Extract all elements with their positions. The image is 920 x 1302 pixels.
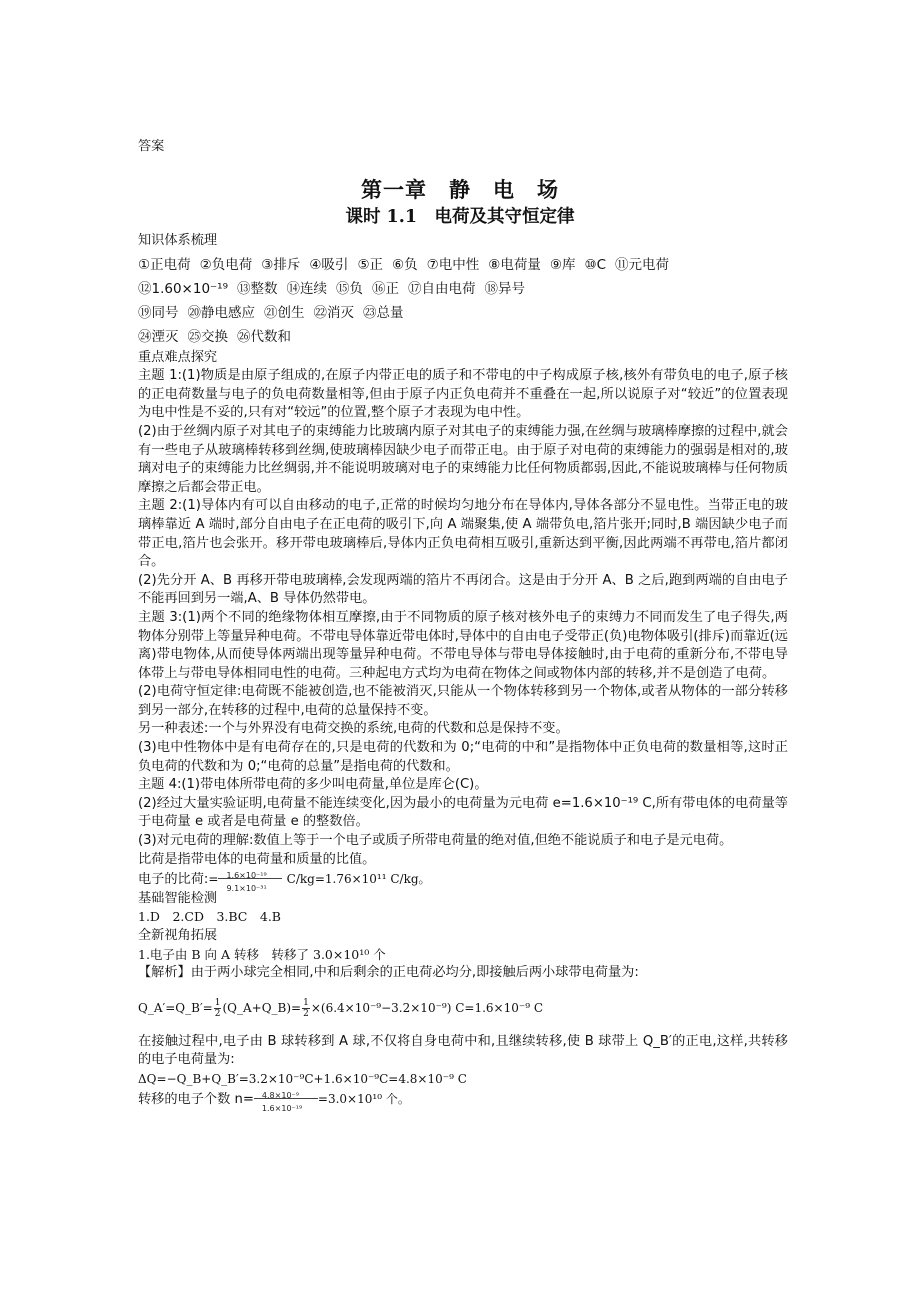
knowledge-row — [138, 277, 788, 301]
knowledge-item: ⑲同号 — [138, 304, 179, 321]
half-fraction: $\frac{1}{2}$ — [214, 997, 221, 1019]
knowledge-item: ⑪元电荷 — [615, 256, 670, 273]
specific-charge-line: 电子的比荷:= 1.6×10⁻¹⁹ 9.1×10⁻³¹ C/kg=1.76×10¹¹ C/kg。 — [138, 871, 431, 894]
basic-answers: 1.D 2.CD 3.BC 4.B — [138, 909, 281, 925]
knowledge-item: ⑩C — [584, 256, 607, 273]
basic-heading: 基础智能检测 — [138, 890, 218, 906]
knowledge-item: ㉒消灭 — [313, 304, 354, 321]
extension-heading: 全新视角拓展 — [138, 928, 218, 943]
knowledge-item: ⑬整数 — [237, 280, 278, 297]
electron-count-line: 转移的电子个数 n= 4.8×10⁻⁹ 1.6×10⁻¹⁹ =3.0×10¹⁰ 个。 — [138, 1090, 410, 1113]
knowledge-row — [138, 253, 788, 277]
answer-header: 答案 — [138, 139, 165, 154]
specific-charge-fraction: 1.6×10⁻¹⁹ 9.1×10⁻³¹ — [218, 869, 282, 889]
extension-paragraph-2: 在接触过程中,电子由 B 球转移到 A 球,不仅将自身电荷中和,且继续转移,使 B 球带上 Q_B′的正电,这样,共转移的电子电荷量为: — [138, 1033, 788, 1068]
formula-1: Q_A′=Q_B′= $\frac{1}{2}$ (Q_A+Q_B)= $\frac{1}{2}$ ×(6.4×10⁻⁹−3.2×10⁻⁹) C=1.6×10⁻⁹ C — [138, 997, 544, 1019]
knowledge-row — [138, 325, 788, 349]
knowledge-item: ⑧电荷量 — [488, 256, 541, 273]
knowledge-item: ⑦电中性 — [426, 256, 480, 273]
key-paragraph: (2)经过大量实验证明,电荷量不能连续变化,因为最小的电荷量为元电荷 e=1.6×10⁻¹⁹ C,所有带电体的电荷量等于电荷量 e 或者是电荷量 e 的整数倍。 — [138, 795, 788, 830]
extension-analysis: 【解析】由于两小球完全相同,中和后剩余的正电荷必均分,即接触后两小球带电荷量为: — [138, 965, 639, 981]
key-paragraph: (2)由于丝绸内原子对其电子的束缚能力比玻璃内原子对其电子的束缚能力强,在丝绸与玻璃棒摩擦的过程中,就会有一些电子从玻璃棒转移到丝绸,使玻璃棒因缺少电子而带正电。由于原子对电荷的束缚能力的强弱是相对的,玻璃对电子的束缚能力比丝绸弱,并不能说明玻璃对电子的束缚能力比任何物质都弱,因此,不能说玻璃棒与任何物质摩擦之后都会带正电。 — [138, 423, 788, 495]
key-paragraph: (3)对元电荷的理解:数值上等于一个电子或质子所带电荷量的绝对值,但绝不能说质子和电子是元电荷。 — [138, 833, 733, 849]
knowledge-item: ⑭连续 — [286, 280, 327, 297]
key-paragraph: 另一种表述:一个与外界没有电荷交换的系统,电荷的代数和总是保持不变。 — [138, 721, 569, 737]
knowledge-item: ③排斥 — [261, 256, 301, 273]
key-paragraph: 比荷是指带电体的电荷量和质量的比值。 — [138, 851, 376, 867]
key-paragraph: (2)先分开 A、B 再移开带电玻璃棒,会发现两端的箔片不再闭合。这是由于分开 A、B 之后,跑到两端的自由电子不能再回到另一端,A、B 导体仍然带电。 — [138, 572, 788, 607]
knowledge-item: ⑥负 — [392, 256, 418, 273]
chapter-title: 第一章 静 电 场 — [361, 177, 559, 202]
specific-charge-result: C/kg=1.76×10¹¹ C/kg。 — [286, 872, 431, 887]
formula-2: ΔQ=−Q_B+Q_B′=3.2×10⁻⁹C+1.6×10⁻⁹C=4.8×10⁻⁹ C — [138, 1071, 467, 1086]
knowledge-row — [138, 301, 788, 325]
knowledge-item: ④吸引 — [309, 256, 349, 273]
key-paragraph: (3)电中性物体中是有电荷存在的,只是电荷的代数和为 0;“电荷的中和”是指物体中正负电荷的数量相等,这时正负电荷的代数和为 0;“电荷的总量”是指电荷的代数和。 — [138, 740, 788, 774]
key-paragraph: (2)电荷守恒定律:电荷既不能被创造,也不能被消灭,只能从一个物体转移到另一个物体,或者从物体的一部分转移到另一部分,在转移的过程中,电荷的总量保持不变。 — [138, 684, 788, 718]
knowledge-item: ㉕交换 — [187, 328, 228, 345]
key-paragraphs — [138, 367, 788, 869]
knowledge-item: ⑨库 — [549, 256, 576, 273]
knowledge-item: ⑫1.60×10⁻¹⁹ — [138, 280, 228, 297]
half-fraction-2: $\frac{1}{2}$ — [303, 997, 309, 1019]
knowledge-item: ㉓总量 — [363, 304, 404, 321]
knowledge-item: ⑱异号 — [484, 280, 525, 297]
key-paragraph: 主题 2:(1)导体内有可以自由移动的电子,正常的时候均匀地分布在导体内,导体各部分不显电性。当带正电的玻璃棒靠近 A 端时,部分自由电子在正电荷的吸引下,向 A 端聚集,使 A 端带负电,箔片张开;同时,B 端因缺少电子而带正电,箔片也会张开。移开带电玻璃棒后,导体内正负电荷相互吸引,重新达到平衡,因此两端不再带电,箔片都闭合。 — [138, 498, 788, 570]
key-paragraph: 主题 1:(1)物质是由原子组成的,在原子内带正电的质子和不带电的中子构成原子核,核外有带负电的电子,原子核的正电荷数量与电子的负电荷数量相等,但由于原子内正负电荷并不重叠在一起,所以说原子对“较近”的位置表现为电中性是不妥的,只有对“较远”的位置,整个原子才表现为电中性。 — [138, 368, 788, 421]
knowledge-item: ①正电荷 — [138, 256, 191, 273]
knowledge-item: ⑯正 — [372, 280, 399, 297]
answer-content — [138, 232, 788, 1113]
knowledge-item: ⑰自由电荷 — [408, 280, 476, 297]
knowledge-item: ㉖代数和 — [237, 328, 291, 345]
knowledge-item: ⑮负 — [336, 280, 363, 297]
lesson-title: 课时 1.1 电荷及其守恒定律 — [345, 207, 575, 227]
knowledge-item: ⑳静电感应 — [187, 304, 255, 321]
specific-charge-prefix: 电子的比荷: — [138, 872, 209, 888]
knowledge-item: ②负电荷 — [199, 256, 253, 273]
key-heading: 重点难点探究 — [138, 349, 218, 365]
knowledge-item: ㉔湮灭 — [138, 328, 179, 345]
knowledge-heading: 知识体系梳理 — [138, 233, 218, 248]
key-paragraph: 主题 4:(1)带电体所带电荷的多少叫电荷量,单位是库仑(C)。 — [138, 777, 488, 793]
knowledge-item: ㉑创生 — [264, 304, 305, 321]
knowledge-points — [138, 253, 788, 349]
knowledge-item: ⑤正 — [357, 256, 384, 273]
key-paragraph: 主题 3:(1)两个不同的绝缘物体相互摩擦,由于不同物质的原子核对核外电子的束缚力不同而发生了电子得失,两物体分别带上等量异种电荷。不带电导体靠近带电体时,导体中的自由电子受带正(负)电物体吸引(排斥)而靠近(远离)带电物体,从而使导体两端出现等量异种电荷。不带电导体与带电导体接触时,由于电荷的重新分布,不带电导体带上与带电导体相同电性的电荷。三种起电方式均为电荷在物体之间或物体内部的转移,并不是创造了电荷。 — [138, 609, 788, 681]
electron-count-fraction: 4.8×10⁻⁹ 1.6×10⁻¹⁹ — [254, 1089, 318, 1109]
extension-q1: 1.电子由 B 向 A 转移 转移了 3.0×10¹⁰ 个 — [138, 946, 386, 962]
